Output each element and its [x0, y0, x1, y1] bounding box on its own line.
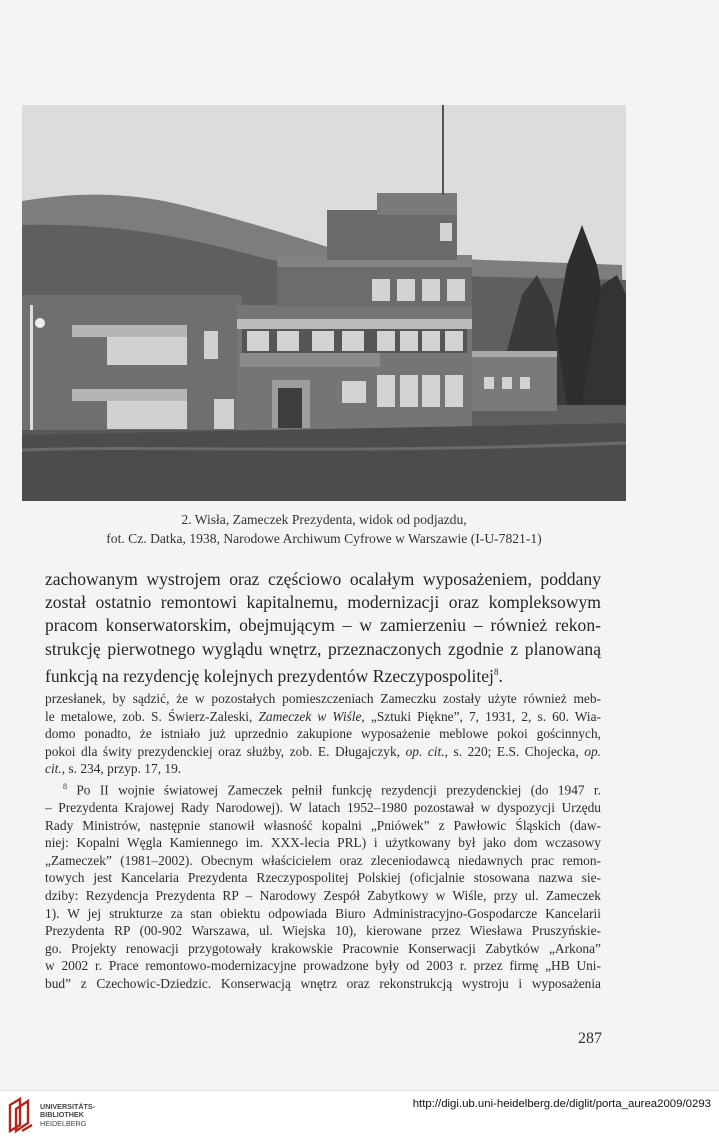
footnote-text: le metalowe, zob. S. Świerz-Zaleski,	[45, 708, 259, 724]
figure-photo-zameczek	[22, 105, 626, 501]
footnote-8-line: niej: Kopalni Węgla Kamiennego im. XXX-lecia PRL) i użytkowany był jako dom wczasowy	[45, 835, 601, 851]
footnote-8-line: – Prezydenta Krajowej Rady Narodowej). W latach 1952–1980 pozostawał w dyspozycji Urzędu	[45, 800, 601, 816]
footnote-8-line: w 2002 r. Prace remontowo-modernizacyjne prowadzone były od 2003 r. przez firmę „HB Uni-	[45, 958, 601, 974]
footnote-text: , s. 234, przyp. 17, 19.	[61, 761, 182, 777]
footnote-8-line: dziby: Rezydencja Prezydenta RP – Narodowy Zespół Zabytkowy w Wiśle, przy ul. Zameczek	[45, 888, 601, 903]
footnote-8-line: 1). W jej strukturze za stan obiektu odpowiada Biuro Administracyjno-Gospodarcze Kancelarii	[45, 905, 601, 921]
footnote-line: przesłanek, by sądzić, że w pozostałych pomieszczeniach Zameczku zostały użyte również meb-	[45, 691, 601, 706]
logo-line: HEIDELBERG	[40, 1118, 87, 1128]
logo-line: UNIVERSITÄTS-	[40, 1102, 96, 1111]
footnote-8-line: „Zameczek” (1981–2002). Obecnym właścicielem oraz zleceniodawcą niedawnych prac remon-	[45, 852, 601, 868]
footnote-8-line: Rady Ministrów, następnie stanowił własność kopalni „Pniówek” z Pawłowic Śląskich (daw-	[45, 817, 601, 833]
footnote-8-line: bud” z Czechowic-Dziedzic. Konserwacją wnętrz oraz rekonstrukcją wystroju i wyposażenia	[45, 975, 601, 991]
library-logo-text	[40, 1103, 95, 1128]
footnote-8-line	[45, 778, 601, 799]
footnote-line	[45, 760, 601, 778]
logo-line: BIBLIOTHEK	[40, 1110, 84, 1120]
body-line	[45, 661, 601, 688]
body-paragraph	[45, 568, 601, 688]
footnote-title: Zameczek w Wiśle	[258, 708, 362, 724]
footnote-number: 8	[63, 781, 67, 791]
footnote-line	[45, 743, 601, 761]
body-line: zachowanym wystrojem oraz częściowo ocalałym wyposażeniem, poddany	[45, 569, 601, 589]
footnote-8-line: go. Projekty renowacji przygotowały krakowskie Pracownie Konserwacji Zabytków „Arkona”	[45, 940, 601, 956]
caption-line: fot. Cz. Datka, 1938, Narodowe Archiwum Cyfrowe w Warszawie (I-U-7821-1)	[106, 531, 542, 546]
footnote-text: pokoi dla świty prezydenckiej oraz służby, zob. E. Długajczyk,	[45, 743, 406, 759]
footnote-line: domo ponadto, że istniało już uprzednio zakupione wyposażenie meblowe pokoi gościnnych,	[45, 726, 601, 742]
body-line: został ostatnio remontowi kapitalnemu, modernizacji oraz kompleksowym	[45, 592, 601, 613]
caption-line: 2. Wisła, Zameczek Prezydenta, widok od podjazdu,	[181, 512, 467, 527]
footnote-text: , s. 220; E.S. Chojecka,	[444, 743, 585, 759]
footnote-title: op. cit.	[405, 743, 445, 759]
footnote-8-line: towych jest Kancelaria Prezydenta Rzeczypospolitej Polskiej (oficjalnie stosowana nazwa sie-	[45, 870, 601, 886]
library-logo-icon	[6, 1095, 36, 1140]
body-line: strukcję pierwotnego wyglądu wnętrz, przeznaczonych zgodnie z planowaną	[45, 638, 601, 659]
footnote-line	[45, 708, 601, 726]
footnotes	[45, 690, 601, 993]
footnote-text: , „Sztuki Piękne”, 7, 1931, 2, s. 60. Wia-	[361, 708, 601, 724]
footnote-text: Po II wojnie światowej Zameczek pełnił funkcję rezydencji prezydenckiej (do 1947 r.	[76, 782, 601, 798]
body-line: pracom konserwatorskim, obejmującym – w zamierzeniu – również rekon-	[45, 615, 601, 636]
page-number: 287	[578, 1030, 602, 1047]
body-line-punct: .	[498, 665, 503, 686]
source-url-link[interactable]: http://digi.ub.uni-heidelberg.de/diglit/porta_aurea2009/0293	[412, 1098, 711, 1110]
footnote-title: cit.	[45, 761, 62, 777]
footnote-ref: 8	[493, 666, 499, 677]
footnote-title: op.	[584, 743, 601, 759]
figure-caption	[22, 510, 626, 548]
footnote-8-line: Prezydenta RP (00-902 Warszawa, ul. Wiejska 10), kierowane przez Wiesława Pruszyńskie-	[45, 923, 601, 939]
body-line-text: funkcją na rezydencję kolejnych prezydentów Rzeczypospolitej	[45, 665, 494, 686]
